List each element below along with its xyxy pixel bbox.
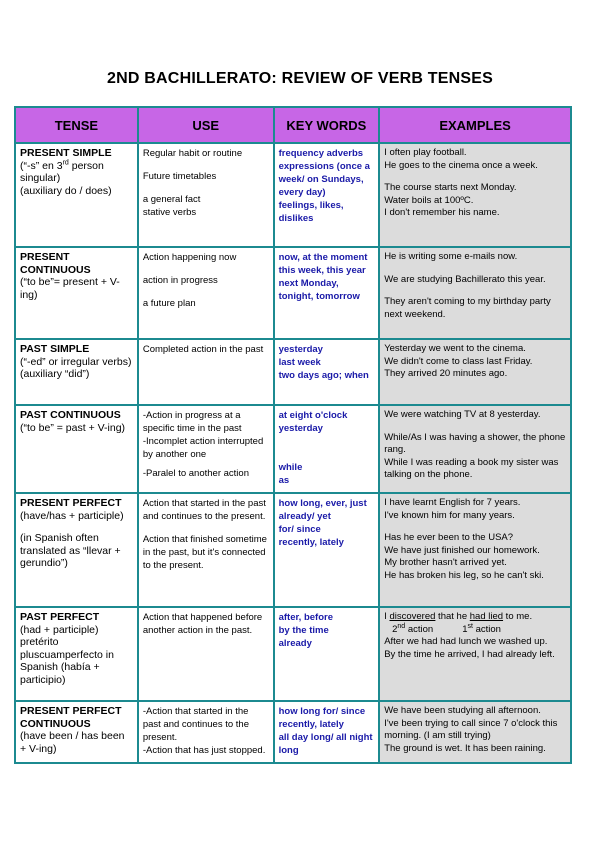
keywords-cell: [274, 405, 380, 493]
example-item: We are studying Bachillerato this year.: [384, 273, 546, 285]
example-item: He goes to the cinema once a week.: [384, 159, 538, 171]
example-item: They aren't coming to my birthday party next weekend.: [384, 296, 551, 320]
tense-name: PRESENT SIMPLE: [20, 147, 112, 159]
tense-cell: [15, 701, 138, 763]
example-item: The course starts next Monday.: [384, 182, 517, 193]
tense-note: (have/has + participle): [20, 509, 124, 522]
examples-cell: [379, 143, 571, 247]
use-item: Action that happened before another action in the past.: [142, 612, 263, 636]
example-item: I often play football.: [384, 147, 467, 158]
keyword-item: yesterday: [278, 423, 323, 434]
tense-note: pretérito pluscuamperfecto in Spanish (había + participio): [20, 636, 114, 686]
example-item: My brother hasn't arrived yet.: [384, 557, 507, 568]
keyword-item: already/ yet: [278, 511, 331, 522]
keyword-item: while: [278, 462, 303, 473]
tense-cell: [15, 143, 138, 247]
use-cell: [138, 493, 274, 607]
use-cell: [138, 247, 274, 339]
tense-cell: [15, 493, 138, 607]
use-cell: [138, 701, 274, 763]
example-item: We have just finished our homework.: [384, 544, 540, 556]
example-item: After we had had lunch we washed up.: [384, 636, 548, 647]
example-item: While/As I was having a shower, the phone rang.: [384, 431, 566, 455]
example-item: He has broken his leg, so he can't ski.: [384, 569, 544, 581]
keyword-item: for/ since: [278, 524, 321, 535]
table-row: [15, 701, 571, 763]
tense-name: PRESENT PERFECT CONTINUOUS: [20, 705, 122, 730]
use-item: -Action in progress at a specific time in the past: [142, 410, 242, 434]
tense-note: (“to be” = past + V-ing): [20, 421, 126, 434]
keyword-item: at eight o'clock: [278, 410, 348, 421]
example-item: We have been studying all afternoon.: [384, 705, 541, 716]
table-row: [15, 607, 571, 701]
keyword-item: this week, this year: [278, 265, 366, 276]
example-item: I've been trying to call since 7 o'clock this morning. (I am still trying): [384, 717, 558, 741]
header-row: [15, 107, 571, 143]
use-item: a future plan: [142, 298, 196, 309]
example-item: Has he ever been to the USA?: [384, 532, 514, 543]
use-item: action in progress: [142, 275, 218, 286]
example-item: By the time he arrived, I had already left.: [384, 648, 555, 660]
example-item: The ground is wet. It has been raining.: [384, 742, 546, 754]
use-item: stative verbs: [142, 207, 197, 218]
example-item: He is writing some e-mails now.: [384, 251, 518, 262]
tense-note: (“to be”= present + V-ing): [20, 276, 120, 301]
verb-tenses-table: [14, 106, 572, 764]
examples-cell: [379, 493, 571, 607]
example-item: Water boils at 100ºC.: [384, 194, 474, 206]
example-item: Yesterday we went to the cinema.: [384, 343, 526, 354]
keyword-item: how long for/ since: [278, 706, 366, 717]
keyword-item: after, before: [278, 612, 333, 623]
tense-note: (have been / has been + V-ing): [20, 730, 125, 755]
tense-cell: [15, 405, 138, 493]
use-item: Action that started in the past and continues to the present.: [142, 498, 266, 522]
tense-note: (auxiliary “did”): [20, 368, 90, 380]
keyword-item: recently, lately: [278, 719, 344, 730]
tense-note: (had + participle): [20, 623, 99, 636]
use-item: Regular habit or routine: [142, 148, 243, 159]
use-item: -Action that started in the past and continues to the present.: [142, 706, 249, 743]
example-item: While I was reading a book my sister was talking on the phone.: [384, 456, 559, 480]
examples-cell: [379, 607, 571, 701]
example-item: I don't remember his name.: [384, 207, 500, 218]
tense-note: (“-ed” or irregular verbs): [20, 355, 132, 368]
page-title: 2ND BACHILLERATO: REVIEW OF VERB TENSES: [107, 70, 493, 87]
table-row: [15, 493, 571, 607]
keyword-item: now, at the moment: [278, 252, 368, 263]
example-item: I've known him for many years.: [384, 509, 515, 521]
use-item: Action that finished sometime in the past, but it's connected to the present.: [142, 534, 267, 571]
header-tense: TENSE: [15, 107, 138, 143]
keyword-item: as: [278, 475, 290, 486]
header-keywords: KEY WORDS: [274, 107, 380, 143]
table-row: [15, 405, 571, 493]
tense-note: (auxiliary do / does): [20, 184, 112, 197]
examples-cell: [379, 701, 571, 763]
keyword-item: yesterday: [278, 344, 323, 355]
keyword-item: recently, lately: [278, 537, 344, 548]
keyword-item: expressions (once a week/ on Sundays, every day): [278, 161, 370, 198]
keyword-item: how long, ever, just: [278, 498, 367, 509]
table-row: [15, 339, 571, 405]
keyword-item: next Monday, tonight, tomorrow: [278, 278, 360, 302]
keywords-cell: [274, 493, 380, 607]
tense-cell: [15, 247, 138, 339]
example-item: I discovered that he had lied to me.: [384, 611, 533, 622]
keyword-item: by the time: [278, 625, 329, 636]
tense-name: PAST PERFECT: [20, 611, 100, 623]
tense-name: PAST CONTINUOUS: [20, 409, 121, 421]
tense-cell: [15, 339, 138, 405]
use-item: -Action that has just stopped.: [142, 745, 266, 756]
tense-name: PRESENT CONTINUOUS: [20, 251, 91, 276]
use-item: -Paralel to another action: [142, 468, 249, 479]
tense-name: PRESENT PERFECT: [20, 497, 122, 509]
keyword-item: frequency adverbs: [278, 148, 364, 159]
keywords-cell: [274, 339, 380, 405]
use-item: a general fact: [142, 194, 201, 205]
use-item: Future timetables: [142, 171, 217, 182]
keywords-cell: [274, 607, 380, 701]
examples-cell: [379, 247, 571, 339]
use-cell: [138, 143, 274, 247]
keyword-item: two days ago; when: [278, 370, 369, 381]
keyword-item: feelings, likes, dislikes: [278, 200, 344, 224]
use-item: Action happening now: [142, 252, 237, 263]
example-item: We were watching TV at 8 yesterday.: [384, 409, 541, 420]
header-examples: EXAMPLES: [379, 107, 571, 143]
table-row: [15, 247, 571, 339]
keyword-item: already: [278, 638, 312, 649]
use-cell: [138, 339, 274, 405]
table-row: [15, 143, 571, 247]
header-use: USE: [138, 107, 274, 143]
keywords-cell: [274, 247, 380, 339]
tense-note: (in Spanish often translated as “llevar + gerundio”): [20, 532, 121, 569]
use-item: Completed action in the past: [142, 344, 264, 355]
use-cell: [138, 607, 274, 701]
example-item: I have learnt English for 7 years.: [384, 497, 521, 508]
keywords-cell: [274, 701, 380, 763]
use-item: -Incomplet action interrupted by another one: [142, 436, 264, 460]
example-item: 2nd action 1st action: [384, 622, 501, 635]
tense-name: PAST SIMPLE: [20, 343, 90, 355]
tense-note: (“-s” en 3rd person singular): [20, 159, 104, 184]
keywords-cell: [274, 143, 380, 247]
examples-cell: [379, 339, 571, 405]
example-item: We didn't come to class last Friday.: [384, 355, 533, 367]
tense-cell: [15, 607, 138, 701]
keyword-item: all day long/ all night long: [278, 732, 373, 756]
keyword-item: last week: [278, 357, 321, 368]
examples-cell: [379, 405, 571, 493]
use-cell: [138, 405, 274, 493]
example-item: They arrived 20 minutes ago.: [384, 368, 508, 379]
